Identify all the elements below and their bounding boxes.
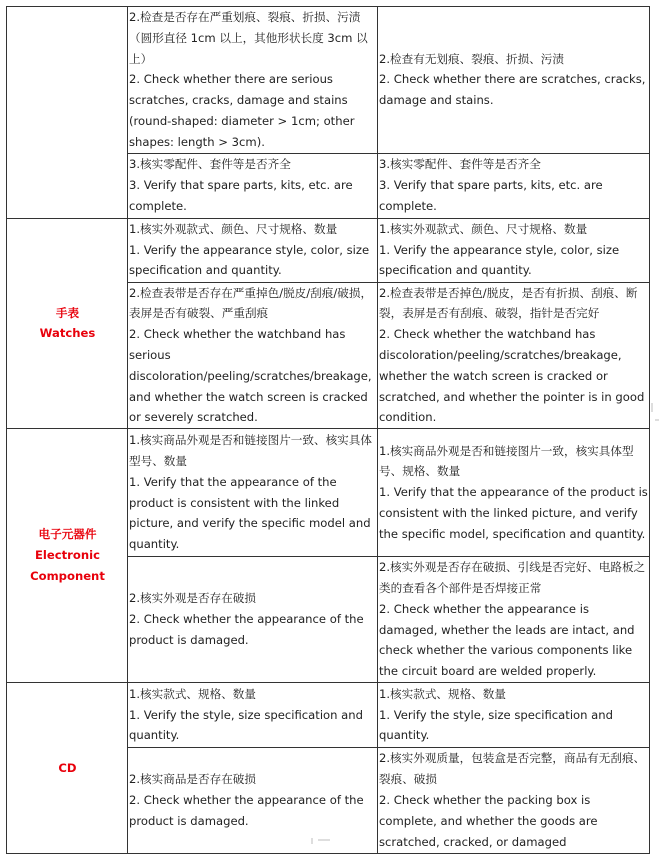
inspection-table <box>6 6 650 854</box>
criteria-en: 2. Check whether there are scratches, cracks, damage and stains. <box>379 72 646 108</box>
criteria-zh: 3.核实零配件、套件等是否齐全 <box>379 157 541 172</box>
table-row <box>7 682 650 747</box>
criteria-zh: 1.核实外观款式、颜色、尺寸规格、数量 <box>129 221 338 236</box>
right-criteria-cell <box>378 429 650 557</box>
criteria-en: 3. Verify that spare parts, kits, etc. are complete. <box>379 178 603 213</box>
table-row <box>7 218 650 282</box>
criteria-zh: 3.核实零配件、套件等是否齐全 <box>129 157 291 172</box>
criteria-en: 1. Verify that the appearance of the product is consistent with the linked picture, and verify the specific model, specification and quantity. <box>379 485 648 541</box>
left-criteria-cell <box>128 682 378 747</box>
criteria-zh: 2.检查有无划痕、裂痕、折损、污渍 <box>379 51 564 66</box>
category-label-en: Watches <box>39 326 96 341</box>
criteria-en: 2. Check whether the watchband has serious discoloration/peeling/scratches/breakage, and whether the watch screen is cracked or severely scratched. <box>129 327 372 425</box>
criteria-en: 1. Verify the style, size specification and quantity. <box>379 707 613 743</box>
criteria-zh: 2.检查是否存在严重划痕、裂痕、折损、污渍（圆形直径 1cm 以上，其他形状长度 3cm 以上） <box>129 10 368 66</box>
category-cd <box>7 682 128 853</box>
left-criteria-cell <box>128 218 378 282</box>
category-label-en: Electronic <box>35 548 100 563</box>
criteria-en: 3. Verify that spare parts, kits, etc. are complete. <box>129 178 353 213</box>
left-criteria-cell <box>128 747 378 853</box>
criteria-zh: 2.核实商品是否存在破损 <box>129 772 256 787</box>
category-watches <box>7 218 128 429</box>
right-criteria-cell <box>378 282 650 429</box>
criteria-zh: 1.核实商品外观是否和链接图片一致、核实具体型号、数量 <box>129 433 372 469</box>
table-row <box>7 7 650 154</box>
right-criteria-cell <box>378 747 650 853</box>
table-row <box>7 429 650 557</box>
left-criteria-cell <box>128 153 378 218</box>
criteria-en: 1. Verify the appearance style, color, size specification and quantity. <box>129 242 370 278</box>
criteria-en: 2. Check whether there are serious scratches, cracks, damage and stains (round-shaped: diameter > 1cm; other shapes: length > 3cm). <box>129 72 355 149</box>
criteria-zh: 2.核实外观是否存在破损、引线是否完好、电路板之类的查看各个部件是否焊接正常 <box>379 560 646 595</box>
criteria-en: 1. Verify that the appearance of the product is consistent with the linked picture, and verify the specific model and quantity. <box>129 474 371 552</box>
left-criteria-cell <box>128 557 378 683</box>
category-label-zh: 电子元器件 <box>38 527 97 542</box>
criteria-en: 1. Verify the appearance style, color, size specification and quantity. <box>379 242 620 278</box>
criteria-en: 2. Check whether the appearance is damaged, whether the leads are intact, and check whether the various components like the circuit board are welded properly. <box>379 601 635 679</box>
category-electronic-component <box>7 429 128 683</box>
left-criteria-cell <box>128 7 378 154</box>
left-criteria-cell <box>128 429 378 557</box>
criteria-zh: 1.核实款式、规格、数量 <box>129 686 256 701</box>
right-criteria-cell <box>378 218 650 282</box>
criteria-zh: 1.核实外观款式、颜色、尺寸规格、数量 <box>379 221 588 236</box>
right-criteria-cell <box>378 153 650 218</box>
category-label-en: Component <box>30 568 105 583</box>
criteria-en: 2. Check whether the watchband has discoloration/peeling/scratches/breakage, whether the watch screen is cracked or scratched, and whether the pointer is in good condition. <box>379 327 645 425</box>
right-criteria-cell <box>378 557 650 683</box>
criteria-en: 2. Check whether the appearance of the product is damaged. <box>129 612 364 647</box>
right-criteria-cell <box>378 682 650 747</box>
right-criteria-cell <box>378 7 650 154</box>
criteria-en: 1. Verify the style, size specification and quantity. <box>129 707 363 743</box>
criteria-zh: 2.核实外观是否存在破损 <box>129 591 256 606</box>
criteria-zh: 1.核实款式、规格、数量 <box>379 686 506 701</box>
category-label-en: CD <box>58 760 77 775</box>
criteria-zh: 2.检查表带是否掉色/脱皮，是否有折损、刮痕、断裂，表屏是否有刮痕、破裂，指针是否完好 <box>379 285 638 321</box>
category-label-zh: 手表 <box>55 305 80 320</box>
criteria-en: 2. Check whether the packing box is complete, and whether the goods are scratched, cracked, or damaged <box>379 793 598 849</box>
category-cell-empty <box>7 7 128 219</box>
criteria-en: 2. Check whether the appearance of the product is damaged. <box>129 793 364 828</box>
criteria-zh: 2.检查表带是否存在严重掉色/脱皮/刮痕/破损，表屏是否有破裂、严重刮痕 <box>129 285 373 321</box>
left-criteria-cell <box>128 282 378 429</box>
criteria-zh: 2.核实外观质量，包装盒是否完整，商品有无刮痕、裂痕、破损 <box>379 751 646 787</box>
criteria-zh: 1.核实商品外观是否和链接图片一致，核实具体型号、规格、数量 <box>379 443 634 479</box>
